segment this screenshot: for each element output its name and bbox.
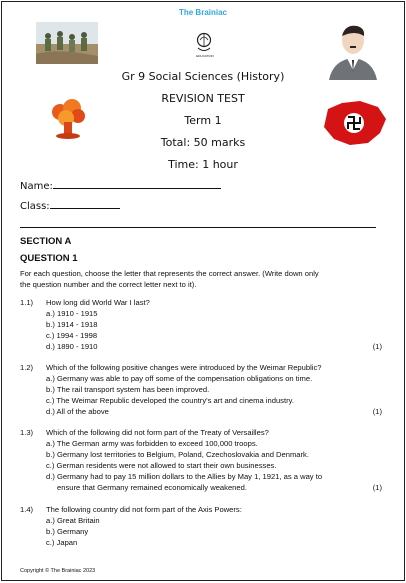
q1-number: 1.1) (20, 298, 34, 307)
brain-logo-icon (195, 32, 213, 54)
q1-option-c: c.) 1994 - 1998 (46, 331, 98, 340)
q4-option-c: c.) Japan (46, 538, 78, 547)
q1-text: How long did World War I last? (46, 298, 150, 307)
name-field (20, 179, 221, 192)
q2-option-a: a.) Germany was able to pay off some of the compensation obligations on time. (46, 374, 313, 383)
q3-option-b: b.) Germany lost territories to Belgium, Poland, Czechoslovakia and Denmark. (46, 450, 309, 459)
brand-name: The Brainiac (178, 8, 227, 17)
q3-option-a: a.) The German army was forbidden to exceed 100,000 troops. (46, 439, 258, 448)
q2-number: 1.2) (20, 363, 34, 372)
question-heading: QUESTION 1 (20, 253, 78, 264)
q4-number: 1.4) (20, 505, 34, 514)
test-name: REVISION TEST (161, 92, 245, 105)
q1-option-b: b.) 1914 - 1918 (46, 320, 98, 329)
subject-title: Gr 9 Social Sciences (History) (121, 70, 285, 83)
q3-mark: (1) (372, 483, 382, 492)
q2-option-d: d.) All of the above (46, 407, 109, 416)
q3-option-d: d.) Germany had to pay 15 million dollars to the Allies by May 1, 1921, as a way to (46, 472, 323, 481)
total-marks: Total: 50 marks (160, 136, 246, 149)
q1-option-a: a.) 1910 - 1915 (46, 309, 98, 318)
class-label: Class: (20, 201, 50, 212)
q4-text: The following country did not form part of the Axis Powers: (46, 505, 242, 514)
q2-text: Which of the following positive changes were introduced by the Weimar Republic? (46, 363, 322, 372)
q4-option-a: a.) Great Britain (46, 516, 100, 525)
class-line[interactable] (50, 199, 120, 209)
q1-mark: (1) (372, 342, 382, 351)
name-label: Name: (20, 181, 53, 192)
q4-option-b: b.) Germany (46, 527, 89, 536)
class-field (20, 199, 120, 212)
instruction-line-2: the question number and the correct letter next to it). (20, 280, 197, 289)
time-allowed: Time: 1 hour (168, 158, 238, 171)
q1-option-d: d.) 1890 - 1910 (46, 342, 98, 351)
divider (20, 227, 376, 228)
copyright-footer: Copyright © The Brainiac 2023 (20, 568, 96, 574)
q3-number: 1.3) (20, 428, 34, 437)
term-label: Term 1 (184, 114, 222, 127)
q2-option-c: c.) The Weimar Republic developed the country's art and cinema industry. (46, 396, 294, 405)
q2-option-b: b.) The rail transport system has been improved. (46, 385, 210, 394)
section-heading: SECTION A (20, 236, 72, 247)
q3-option-d-cont: ensure that Germany remained economically weakened. (57, 483, 247, 492)
instruction-line-1: For each question, choose the letter that represents the correct answer. (Write down only (20, 269, 319, 278)
logo-caption: EDUCATION (196, 54, 214, 58)
q3-text: Which of the following did not form part of the Treaty of Versailles? (46, 428, 269, 437)
q2-mark: (1) (372, 407, 382, 416)
worksheet-page (1, 1, 405, 581)
name-line[interactable] (53, 179, 221, 189)
soldiers-illustration (36, 22, 98, 64)
q3-option-c: c.) German residents were not allowed to start their own businesses. (46, 461, 277, 470)
